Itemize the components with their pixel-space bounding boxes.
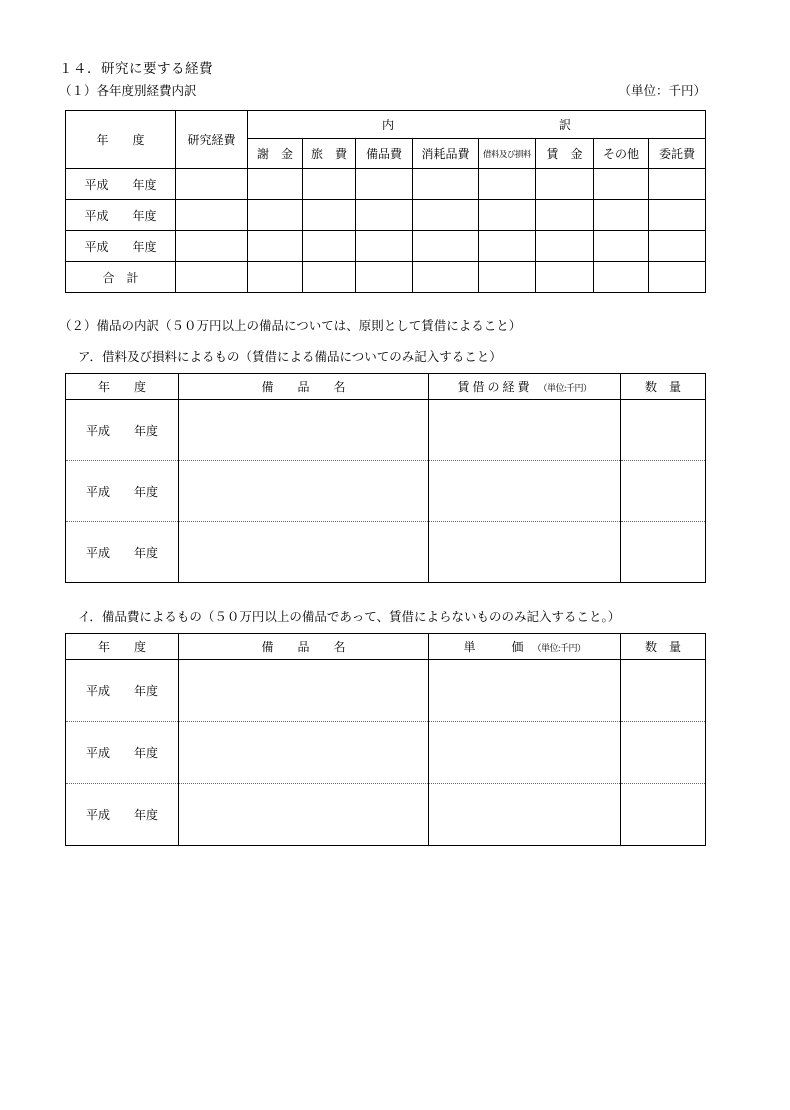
research-expense-column-header: 研究経費: [176, 111, 248, 169]
year-column-header: 年 度: [66, 111, 176, 169]
table-row: [66, 169, 706, 200]
subheader-equipment: 備品費: [356, 139, 413, 169]
annual-expense-table: [65, 110, 706, 293]
year-row-label: 平成 年度: [66, 400, 179, 461]
table-cell: [303, 262, 356, 293]
expense-cell: [429, 400, 621, 461]
table-cell: [248, 169, 303, 200]
section1-header-row: [59, 81, 706, 99]
subheader-consumables: 消耗品費: [413, 139, 479, 169]
table-row: [66, 522, 706, 583]
item-name-cell: [179, 784, 429, 846]
subheader-travel: 旅 費: [303, 139, 356, 169]
unit-price-cell: [429, 722, 621, 784]
item-name-cell: [179, 660, 429, 722]
year-row-label: 平成 年度: [66, 231, 176, 262]
table-cell: [248, 262, 303, 293]
quantity-cell: [621, 461, 706, 522]
breakdown-header-text: [248, 116, 705, 133]
table-cell: [536, 169, 594, 200]
item-name-cell: [179, 522, 429, 583]
rental-equipment-table: [65, 373, 706, 583]
table-cell: [248, 231, 303, 262]
table-row: [66, 231, 706, 262]
quantity-cell: [621, 784, 706, 846]
item-name-cell: [179, 722, 429, 784]
unit-note: （単位：千円）: [618, 84, 706, 98]
table-cell: [649, 169, 706, 200]
table-cell: [594, 200, 649, 231]
year-row-label: 平成 年度: [66, 522, 179, 583]
expense-cell: [429, 522, 621, 583]
total-row: [66, 262, 706, 293]
table-cell: [176, 200, 248, 231]
table-row: [66, 660, 706, 722]
document-title: １４．研究に要する経費: [59, 61, 213, 76]
table-cell: [176, 231, 248, 262]
rental-expense-unit-note: （単位:千円）: [538, 383, 592, 393]
rental-expense-header-text: 賃 借 の 経 費: [457, 380, 530, 394]
section1-heading: （１）各年度別経費内訳: [59, 84, 197, 98]
table-cell: [536, 200, 594, 231]
table-cell: [303, 169, 356, 200]
breakdown-header-right: 訳: [559, 118, 572, 132]
table-cell: [413, 200, 479, 231]
purchase-unit-price-header: [429, 634, 621, 660]
table-cell: [594, 231, 649, 262]
table-cell: [413, 169, 479, 200]
purchase-equipment-table: [65, 633, 706, 846]
unit-price-cell: [429, 784, 621, 846]
table-cell: [248, 200, 303, 231]
expense-cell: [429, 461, 621, 522]
table-cell: [594, 169, 649, 200]
table-cell: [356, 200, 413, 231]
subheader-honorarium: 謝 金: [248, 139, 303, 169]
table-cell: [479, 169, 536, 200]
rental-year-header: 年 度: [66, 374, 179, 400]
subheader-other: その他: [594, 139, 649, 169]
table-cell: [536, 231, 594, 262]
rental-item-name-header: 備 品 名: [179, 374, 429, 400]
table-cell: [479, 200, 536, 231]
table-cell: [356, 231, 413, 262]
table-cell: [356, 262, 413, 293]
year-row-label: 平成 年度: [66, 722, 179, 784]
rental-expense-header: [429, 374, 621, 400]
table-row: [66, 200, 706, 231]
table-cell: [303, 200, 356, 231]
table-cell: [479, 262, 536, 293]
quantity-cell: [621, 400, 706, 461]
purchase-quantity-header: 数 量: [621, 634, 706, 660]
year-row-label: 平成 年度: [66, 461, 179, 522]
item-i-heading: イ．備品費によるもの（５０万円以上の備品であって、賃借によらないもののみ記入すること。）: [78, 610, 621, 624]
subheader-consignment: 委託費: [649, 139, 706, 169]
table-cell: [594, 262, 649, 293]
table-cell: [413, 231, 479, 262]
year-row-label: 平成 年度: [66, 200, 176, 231]
table-row: [66, 400, 706, 461]
item-name-cell: [179, 400, 429, 461]
quantity-cell: [621, 522, 706, 583]
table-row: [66, 722, 706, 784]
year-row-label: 平成 年度: [66, 784, 179, 846]
unit-price-cell: [429, 660, 621, 722]
quantity-cell: [621, 660, 706, 722]
table-row: [66, 784, 706, 846]
year-row-label: 平成 年度: [66, 169, 176, 200]
item-name-cell: [179, 461, 429, 522]
item-a-heading: ア．借料及び損料によるもの（賃借による備品についてのみ記入すること）: [78, 350, 502, 364]
breakdown-header: [248, 111, 706, 139]
table-cell: [356, 169, 413, 200]
rental-quantity-header: 数 量: [621, 374, 706, 400]
table-cell: [649, 200, 706, 231]
quantity-cell: [621, 722, 706, 784]
total-row-label: 合 計: [66, 262, 176, 293]
table-cell: [649, 231, 706, 262]
table-cell: [176, 262, 248, 293]
year-row-label: 平成 年度: [66, 660, 179, 722]
subheader-rental-fees: 借料及び損料: [479, 139, 536, 169]
table-row: [66, 461, 706, 522]
table-cell: [413, 262, 479, 293]
purchase-unit-price-unit-note: （単位:千円）: [532, 643, 586, 653]
section2-heading: （２）備品の内訳（５０万円以上の備品については、原則として賃借によること）: [59, 319, 522, 333]
table-cell: [649, 262, 706, 293]
purchase-unit-price-header-text: 単 価: [463, 640, 524, 654]
table-cell: [303, 231, 356, 262]
purchase-year-header: 年 度: [66, 634, 179, 660]
table-cell: [479, 231, 536, 262]
table-cell: [536, 262, 594, 293]
breakdown-header-left: 内: [381, 118, 394, 132]
subheader-wages: 賃 金: [536, 139, 594, 169]
purchase-item-name-header: 備 品 名: [179, 634, 429, 660]
table-cell: [176, 169, 248, 200]
